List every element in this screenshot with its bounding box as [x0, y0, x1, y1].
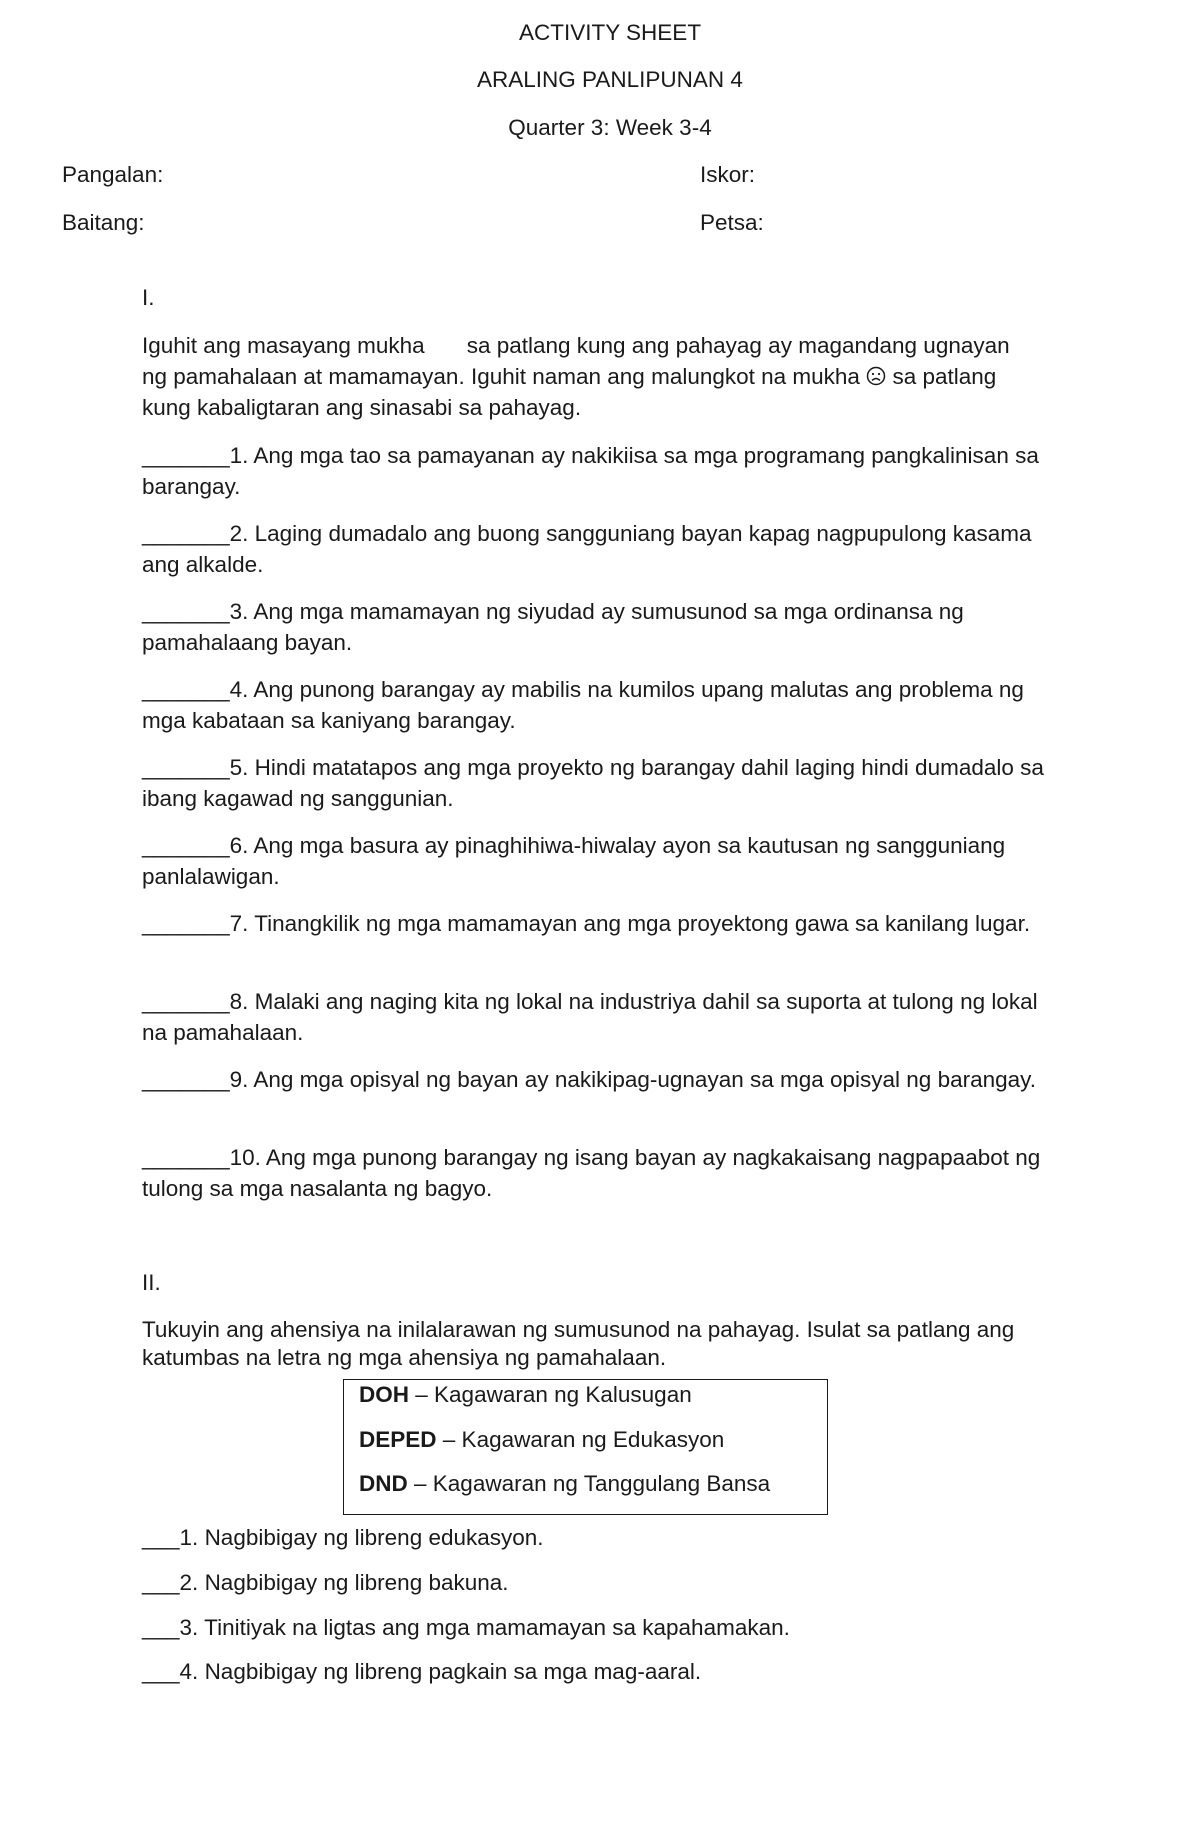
frowning-face-icon — [866, 366, 886, 386]
agency-code: DEPED — [359, 1427, 437, 1452]
part2-instruction: Tukuyin ang ahensiya na inilalarawan ng sumusunod na pahayag. Isulat sa patlang ang katumbas na letra ng mga ahensiya ng pamahalaan. — [142, 1317, 1015, 1370]
part1-item — [142, 1064, 1062, 1095]
agency-row — [359, 1427, 724, 1453]
agency-row — [359, 1471, 770, 1497]
part2-item — [142, 1570, 509, 1596]
answer-blank[interactable]: ___ — [142, 1615, 180, 1640]
item-text: 1. Ang mga tao sa pamayanan ay nakikiisa sa mga programang pangkalinisan sa barangay. — [142, 443, 1039, 499]
part1-item — [142, 518, 1062, 580]
answer-blank[interactable]: ___ — [142, 1659, 180, 1684]
agency-row — [359, 1382, 692, 1408]
part1-item — [142, 440, 1062, 502]
agency-code: DOH — [359, 1382, 409, 1407]
agency-name: – Kagawaran ng Kalusugan — [415, 1382, 692, 1407]
answer-blank[interactable]: ___ — [142, 1570, 180, 1595]
score-field-label: Iskor: — [700, 162, 756, 187]
item-text: 1. Nagbibigay ng libreng edukasyon. — [179, 1525, 544, 1550]
part1-instruction — [142, 330, 1062, 423]
agency-name: – Kagawaran ng Edukasyon — [442, 1427, 725, 1452]
item-text: 6. Ang mga basura ay pinaghihiwa-hiwalay ayon sa kautusan ng sangguniang panlalawigan. — [142, 833, 1006, 889]
item-text: 7. Tinangkilik ng mga mamamayan ang mga proyektong gawa sa kanilang lugar. — [229, 911, 1031, 936]
answer-blank[interactable]: _______ — [142, 677, 230, 702]
instruction-text-d: sa patlang — [892, 364, 997, 389]
part1-item — [142, 986, 1062, 1048]
item-text: 10. Ang mga punong barangay ng isang bayan ay nagkakaisang nagpapaabot ng tulong sa mga nasalanta ng bagyo. — [142, 1145, 1041, 1201]
item-text: 8. Malaki ang naging kita ng lokal na industriya dahil sa suporta at tulong ng lokal na pamahalaan. — [142, 989, 1038, 1045]
answer-blank[interactable]: _______ — [142, 443, 230, 468]
part1-item — [142, 596, 1062, 658]
answer-blank[interactable]: _______ — [142, 755, 230, 780]
instruction-text-a: Iguhit ang masayang mukha — [142, 333, 425, 358]
instruction-text-c: ng pamahalaan at mamamayan. Iguhit naman ang malungkot na mukha — [142, 364, 860, 389]
answer-blank[interactable]: _______ — [142, 521, 230, 546]
part1-item — [142, 908, 1062, 939]
part2-item — [142, 1615, 790, 1641]
item-text: 2. Nagbibigay ng libreng bakuna. — [179, 1570, 509, 1595]
item-text: 4. Nagbibigay ng libreng pagkain sa mga mag-aaral. — [179, 1659, 702, 1684]
item-text: 3. Tinitiyak na ligtas ang mga mamamayan sa kapahamakan. — [179, 1615, 790, 1640]
answer-blank[interactable]: _______ — [142, 989, 230, 1014]
answer-blank[interactable]: _______ — [142, 833, 230, 858]
item-text: 3. Ang mga mamamayan ng siyudad ay sumusunod sa mga ordinansa ng pamahalaang bayan. — [142, 599, 964, 655]
name-field-label: Pangalan: — [62, 162, 164, 187]
item-text: 2. Laging dumadalo ang buong sangguniang bayan kapag nagpupulong kasama ang alkalde. — [142, 521, 1032, 577]
answer-blank[interactable]: _______ — [142, 599, 230, 624]
part2-item — [142, 1525, 544, 1551]
item-text: 9. Ang mga opisyal ng bayan ay nakikipag-ugnayan sa mga opisyal ng barangay. — [229, 1067, 1036, 1092]
instruction-text-b: sa patlang kung ang pahayag ay magandang ugnayan — [466, 333, 1010, 358]
item-text: 4. Ang punong barangay ay mabilis na kumilos upang malutas ang problema ng mga kabataan sa kaniyang barangay. — [142, 677, 1024, 733]
part1-numeral: I. — [142, 285, 155, 310]
quarter-label: Quarter 3: Week 3-4 — [508, 115, 712, 140]
part1-item — [142, 674, 1062, 736]
part1-item — [142, 830, 1062, 892]
answer-blank[interactable]: _______ — [142, 911, 230, 936]
agency-legend-box — [343, 1379, 828, 1515]
part1-item — [142, 1142, 1062, 1204]
sheet-title: ACTIVITY SHEET — [518, 20, 702, 45]
agency-code: DND — [359, 1471, 408, 1496]
part1-item — [142, 752, 1062, 814]
instruction-text-e: kung kabaligtaran ang sinasabi sa pahayag. — [142, 395, 582, 420]
agency-name: – Kagawaran ng Tanggulang Bansa — [414, 1471, 771, 1496]
item-text: 5. Hindi matatapos ang mga proyekto ng barangay dahil laging hindi dumadalo sa ibang kagawad ng sanggunian. — [142, 755, 1044, 811]
part2-item — [142, 1659, 701, 1685]
answer-blank[interactable]: ___ — [142, 1525, 180, 1550]
subject-title: ARALING PANLIPUNAN 4 — [477, 67, 743, 92]
answer-blank[interactable]: _______ — [142, 1067, 230, 1092]
part2-numeral: II. — [142, 1270, 161, 1295]
date-field-label: Petsa: — [700, 210, 764, 235]
grade-field-label: Baitang: — [62, 210, 145, 235]
answer-blank[interactable]: _______ — [142, 1145, 230, 1170]
